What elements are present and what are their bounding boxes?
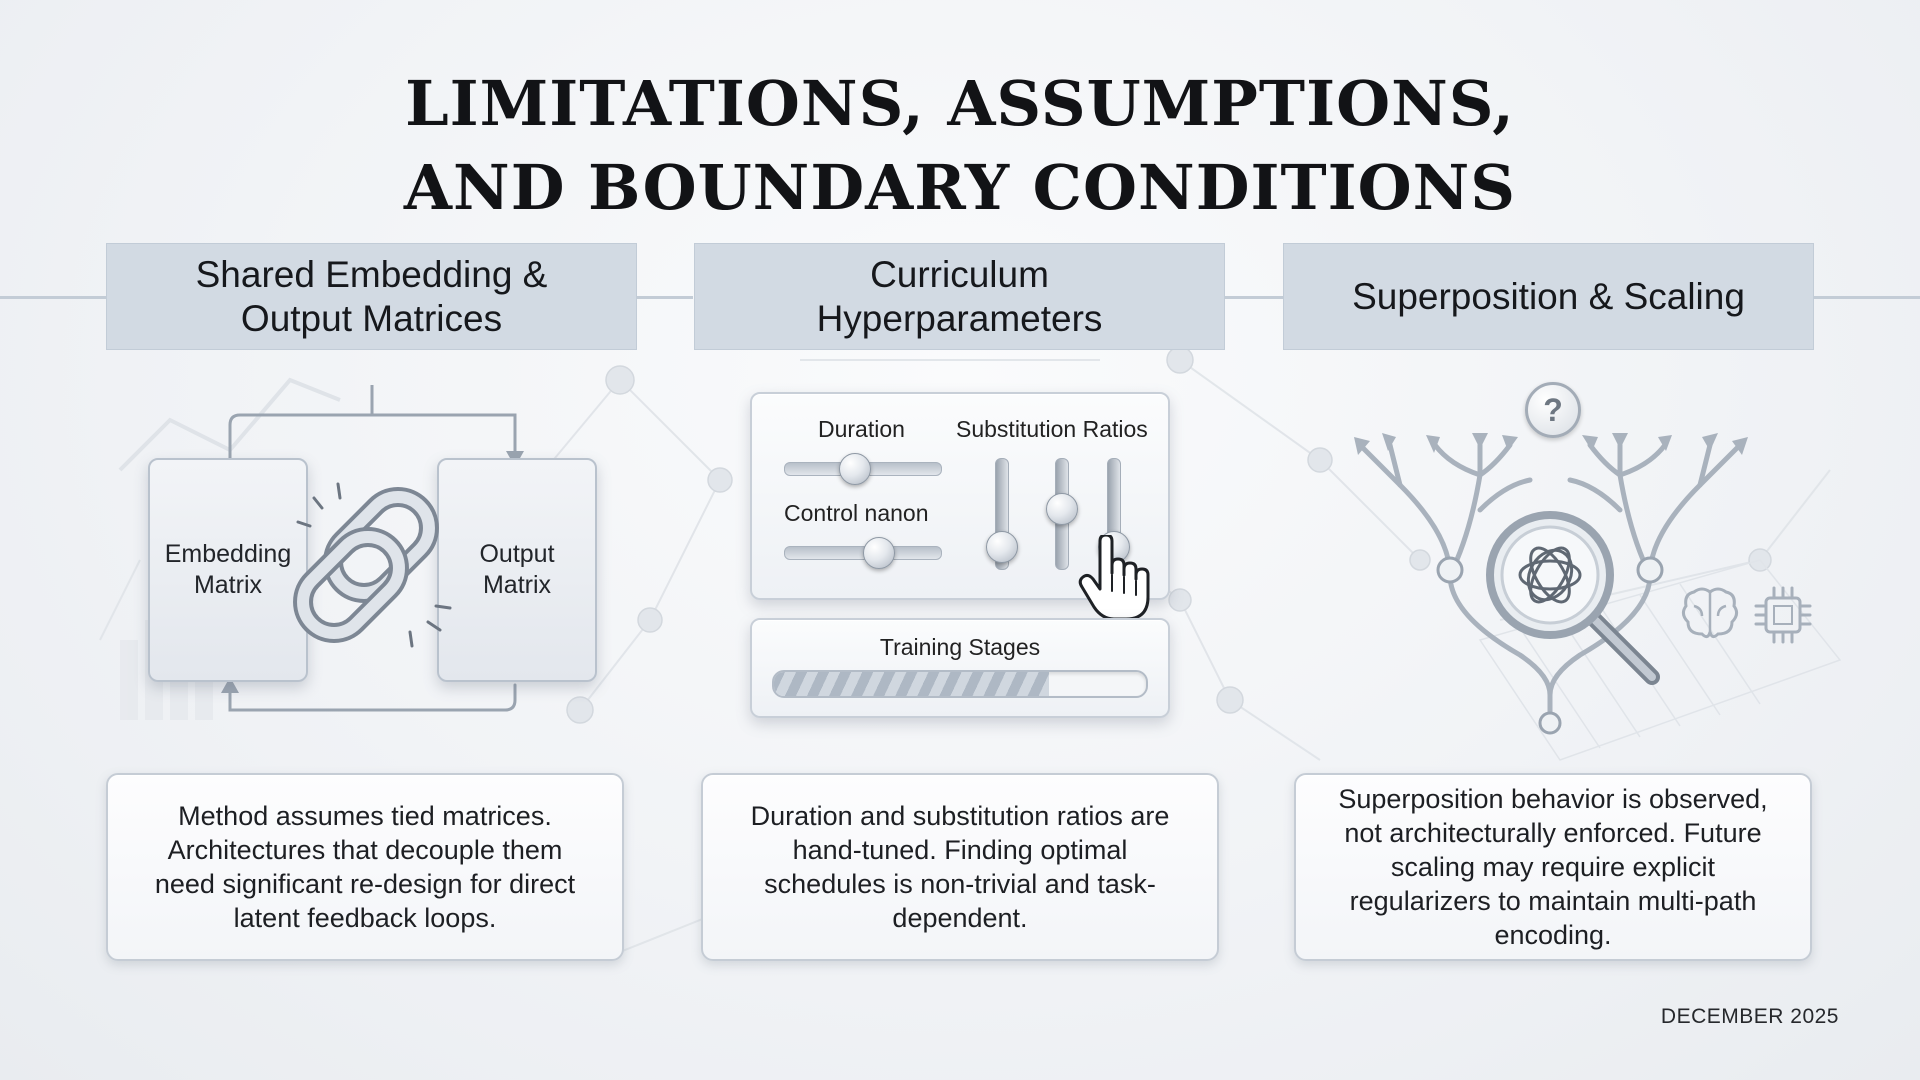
column-header-1-line2: Output Matrices xyxy=(240,297,503,339)
description-text-2: Duration and substitution ratios are hand-tuned. Finding optimal schedules is non-trivial and task-dependent. xyxy=(750,801,1170,933)
output-matrix-label-line2: Matrix xyxy=(482,571,552,599)
title-line-1: LIMITATIONS, ASSUMPTIONS, xyxy=(405,67,1515,140)
description-card-superposition xyxy=(1294,773,1812,961)
column-header-curriculum xyxy=(694,243,1225,350)
question-badge-text: ? xyxy=(1543,391,1563,428)
column-header-3-text: Superposition & Scaling xyxy=(1352,275,1745,317)
description-text-3: Superposition behavior is observed, not architecturally enforced. Future scaling may require explicit regularizers to maintain multi-path encoding. xyxy=(1338,784,1768,950)
embedding-matrix-label-line2: Matrix xyxy=(193,571,263,599)
control-slider-knob[interactable] xyxy=(863,537,895,569)
duration-label: Duration xyxy=(818,416,905,442)
training-stages-label: Training Stages xyxy=(879,634,1041,660)
column-header-2-line1: Curriculum xyxy=(870,253,1049,295)
duration-slider-knob[interactable] xyxy=(839,453,871,485)
question-badge xyxy=(1525,382,1581,438)
substitution-slider-1-knob[interactable] xyxy=(986,531,1018,563)
magnifier-superposition-icon xyxy=(1480,505,1670,695)
column-header-1-line1: Shared Embedding & xyxy=(195,253,548,295)
substitution-ratios-label: Substitution Ratios xyxy=(956,416,1148,442)
control-label: Control nanon xyxy=(784,500,929,526)
hand-pointer-icon xyxy=(1078,535,1152,623)
column-header-2-line2: Hyperparameters xyxy=(816,297,1103,339)
chain-link-icon xyxy=(280,470,470,660)
column-header-shared-embedding xyxy=(106,243,637,350)
header-rule-mid1 xyxy=(637,296,693,299)
description-text-1: Method assumes tied matrices. Architectures that decouple them need significant re-design for direct latent feedback loops. xyxy=(154,801,576,933)
training-progress-bar xyxy=(772,670,1148,698)
brain-icon xyxy=(1680,586,1740,642)
substitution-slider-2-knob[interactable] xyxy=(1046,493,1078,525)
output-matrix-label-line1: Output xyxy=(479,540,555,568)
training-progress-fill xyxy=(774,672,1049,696)
header-rule-mid2 xyxy=(1225,296,1283,299)
page-title xyxy=(0,62,1920,230)
title-line-2: AND BOUNDARY CONDITIONS xyxy=(403,151,1517,224)
header-rule-right xyxy=(1814,296,1920,299)
description-card-curriculum xyxy=(701,773,1219,961)
chip-icon xyxy=(1752,584,1814,646)
column-header-superposition xyxy=(1283,243,1814,350)
footer-date: DECEMBER 2025 xyxy=(1660,1005,1839,1028)
embedding-matrix-label-line1: Embedding xyxy=(164,540,292,568)
description-card-shared-embedding xyxy=(106,773,624,961)
header-rule-left xyxy=(0,296,106,299)
training-stages-panel xyxy=(750,618,1170,718)
